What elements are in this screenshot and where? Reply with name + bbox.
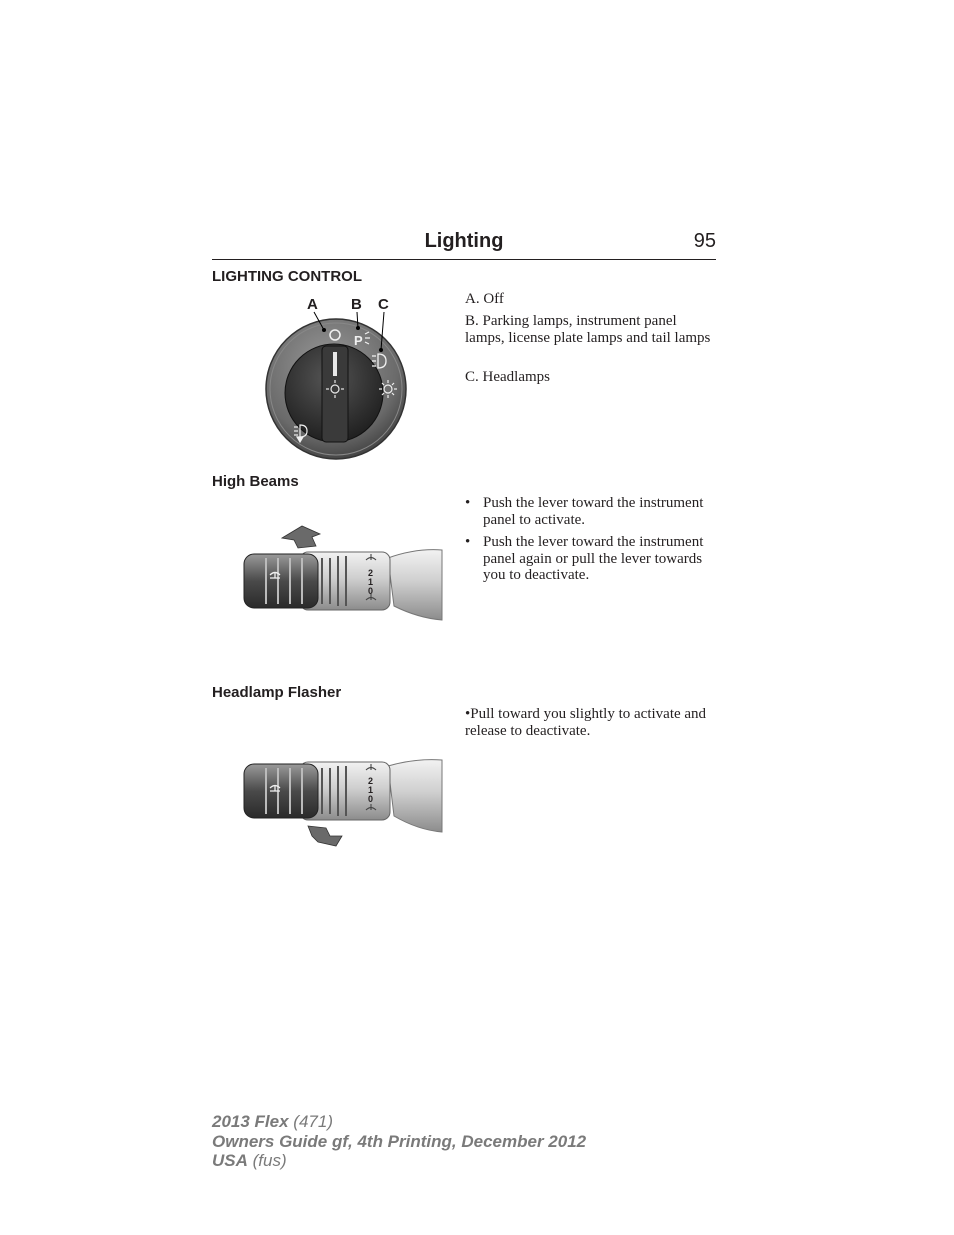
list-item: • Push the lever toward the instrument panel again or pull the lever towards you to deactivate.: [465, 534, 704, 583]
footer-market-code: (fus): [252, 1151, 287, 1170]
high-beams-lever-illustration: [238, 520, 446, 628]
footer-model-line: [212, 1112, 586, 1132]
pull-arrow-icon: [308, 826, 342, 846]
section-heading-lighting-control: LIGHTING CONTROL: [212, 268, 362, 285]
lever-label-0: 0: [368, 586, 374, 596]
page-title: Lighting: [424, 230, 504, 252]
footer-model: 2013 Flex: [212, 1112, 289, 1131]
footer-market: USA: [212, 1151, 248, 1170]
callout-c: C: [378, 296, 389, 313]
header-rule: [212, 259, 716, 260]
lighting-control-knob-illustration: [262, 292, 412, 462]
list-item: • Push the lever toward the instrument panel to activate.: [465, 495, 704, 528]
footer-market-line: [212, 1151, 586, 1171]
headlamp-flasher-lever-illustration: [238, 756, 446, 850]
footer-guide-line: [212, 1132, 586, 1152]
subheading-high-beams: High Beams: [212, 473, 299, 490]
lever-label-2: 2: [368, 568, 374, 578]
legend-item-a: A. Off: [465, 291, 504, 307]
footer-guide: Owners Guide gf, 4th Printing, December 2012: [212, 1131, 587, 1151]
svg-text:P: P: [354, 333, 363, 348]
headlamp-flasher-text: •Pull toward you slightly to activate and release to deactivate.: [465, 706, 707, 739]
lever-label-2: 2: [368, 776, 374, 786]
callout-b: B: [351, 296, 362, 313]
lever-label-1: 1: [368, 577, 374, 587]
high-beams-bullet-list: [465, 495, 715, 590]
footer-model-code: (471): [293, 1112, 333, 1131]
lever-label-0: 0: [368, 794, 374, 804]
subheading-headlamp-flasher: Headlamp Flasher: [212, 684, 342, 701]
document-footer: [212, 1112, 586, 1171]
callout-a: A: [307, 296, 318, 313]
push-arrow-icon: [282, 526, 320, 548]
page-number: 95: [693, 230, 716, 252]
legend-item-b: B. Parking lamps, instrument panel lamps, license plate lamps and tail lamps: [465, 313, 711, 346]
lever-label-1: 1: [368, 785, 374, 795]
legend-item-c: C. Headlamps: [465, 369, 550, 385]
